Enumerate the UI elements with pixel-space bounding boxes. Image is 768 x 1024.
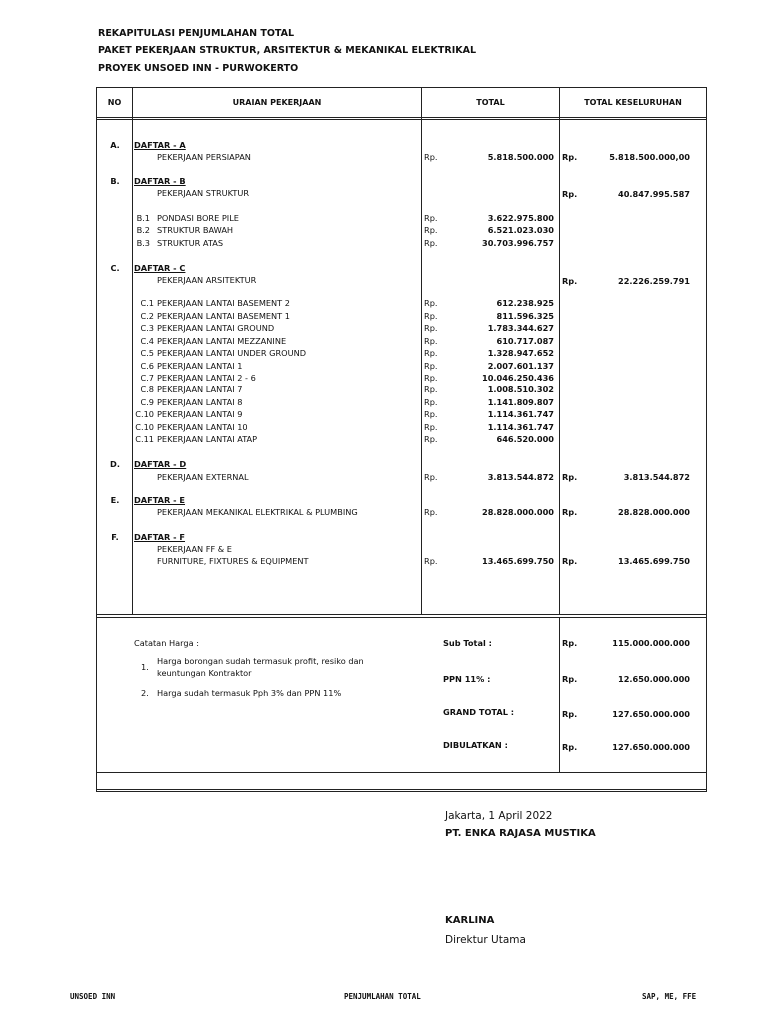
- item-desc: PEKERJAAN LANTAI BASEMENT 1: [157, 311, 290, 321]
- item-code: B.1: [136, 213, 150, 223]
- currency-label: Rp.: [424, 238, 438, 248]
- note-text: Harga borongan sudah termasuk profit, resiko dan: [157, 656, 364, 666]
- footer-right: SAP, ME, FFE: [642, 992, 697, 1001]
- item-code: C.10: [135, 409, 154, 419]
- section-code: E.: [110, 495, 120, 505]
- currency-label: Rp.: [424, 556, 438, 566]
- section-code: C.: [110, 263, 120, 273]
- note-text: Harga sudah termasuk Pph 3% dan PPN 11%: [157, 688, 342, 698]
- currency-label: Rp.: [424, 397, 438, 407]
- item-total: 6.521.023.030: [487, 225, 554, 235]
- item-desc: PEKERJAAN LANTAI 8: [157, 397, 243, 407]
- item-desc: PONDASI BORE PILE: [157, 213, 239, 223]
- section-grand: 13.465.699.750: [618, 556, 690, 566]
- section-grand: 5.818.500.000,00: [609, 152, 690, 162]
- item-desc: STRUKTUR ATAS: [157, 238, 224, 248]
- item-total: 30.703.996.757: [482, 238, 554, 248]
- item-code: C.4: [140, 336, 154, 346]
- currency-label: Rp.: [562, 152, 578, 162]
- subtotal-label: Sub Total :: [443, 638, 492, 648]
- section-title: DAFTAR - C: [134, 263, 186, 273]
- currency-label: Rp.: [424, 213, 438, 223]
- note-number: 1.: [141, 662, 149, 672]
- item-total: 1.141.809.807: [487, 397, 554, 407]
- item-desc: PEKERJAAN LANTAI 2 - 6: [157, 373, 256, 383]
- section-desc: PEKERJAAN FF & E: [157, 544, 232, 554]
- section-code: F.: [111, 532, 119, 542]
- col-header-keseluruhan: TOTAL KESELURUHAN: [584, 98, 682, 107]
- section-total: 13.465.699.750: [482, 556, 554, 566]
- currency-label: Rp.: [562, 276, 578, 286]
- section-title: DAFTAR - A: [134, 140, 186, 150]
- item-desc: PEKERJAAN LANTAI MEZZANINE: [157, 336, 287, 346]
- doc-subtitle: PAKET PEKERJAAN STRUKTUR, ARSITEKTUR & MEKANIKAL ELEKTRIKAL: [98, 45, 477, 56]
- section-total: 28.828.000.000: [482, 507, 554, 517]
- item-code: C.3: [140, 323, 154, 333]
- section-desc-detail: FURNITURE, FIXTURES & EQUIPMENT: [157, 556, 309, 566]
- currency-label: Rp.: [562, 742, 578, 752]
- currency-label: Rp.: [424, 336, 438, 346]
- currency-label: Rp.: [424, 348, 438, 358]
- section-grand: 3.813.544.872: [623, 472, 690, 482]
- item-total: 610.717.087: [496, 336, 554, 346]
- note-number: 2.: [141, 688, 149, 698]
- item-code: C.7: [140, 373, 154, 383]
- item-desc: PEKERJAAN LANTAI BASEMENT 2: [157, 298, 290, 308]
- currency-label: Rp.: [424, 472, 438, 482]
- section-desc: PEKERJAAN ARSITEKTUR: [157, 275, 257, 285]
- section-title: DAFTAR - D: [134, 459, 187, 469]
- item-code: C.6: [140, 361, 154, 371]
- item-code: C.10: [135, 422, 154, 432]
- currency-label: Rp.: [562, 638, 578, 648]
- item-desc: PEKERJAAN LANTAI 10: [157, 422, 248, 432]
- item-desc: PEKERJAAN LANTAI 9: [157, 409, 243, 419]
- currency-label: Rp.: [562, 507, 578, 517]
- item-total: 646.520.000: [496, 434, 554, 444]
- item-total: 612.238.925: [496, 298, 554, 308]
- item-code: B.3: [136, 238, 150, 248]
- place-date: Jakarta, 1 April 2022: [445, 810, 553, 822]
- currency-label: Rp.: [424, 298, 438, 308]
- currency-label: Rp.: [424, 225, 438, 235]
- item-code: C.9: [140, 397, 154, 407]
- section-code: D.: [110, 459, 120, 469]
- col-header-total: TOTAL: [476, 98, 505, 107]
- currency-label: Rp.: [562, 189, 578, 199]
- section-grand: 28.828.000.000: [618, 507, 690, 517]
- currency-label: Rp.: [424, 384, 438, 394]
- col-header-uraian: URAIAN PEKERJAAN: [232, 98, 322, 107]
- section-title: DAFTAR - B: [134, 176, 186, 186]
- item-desc: PEKERJAAN LANTAI 1: [157, 361, 243, 371]
- currency-label: Rp.: [562, 472, 578, 482]
- item-desc: PEKERJAAN LANTAI GROUND: [157, 323, 275, 333]
- section-total: 5.818.500.000: [487, 152, 554, 162]
- currency-label: Rp.: [424, 323, 438, 333]
- section-desc: PEKERJAAN STRUKTUR: [157, 188, 250, 198]
- signatory-name: KARLINA: [445, 915, 495, 926]
- item-code: B.2: [136, 225, 150, 235]
- section-code: A.: [110, 140, 120, 150]
- currency-label: Rp.: [424, 152, 438, 162]
- ppn-label: PPN 11% :: [443, 674, 491, 684]
- item-code: C.8: [140, 384, 154, 394]
- currency-label: Rp.: [562, 556, 578, 566]
- rounded-value: 127.650.000.000: [612, 742, 690, 752]
- item-code: C.2: [140, 311, 154, 321]
- item-total: 811.596.325: [496, 311, 554, 321]
- currency-label: Rp.: [424, 507, 438, 517]
- subtotal-value: 115.000.000.000: [612, 638, 690, 648]
- currency-label: Rp.: [424, 373, 438, 383]
- item-desc: PEKERJAAN LANTAI 7: [157, 384, 243, 394]
- section-grand: 22.226.259.791: [618, 276, 690, 286]
- currency-label: Rp.: [424, 434, 438, 444]
- currency-label: Rp.: [424, 422, 438, 432]
- item-code: C.5: [140, 348, 154, 358]
- footer-left: UNSOED INN: [70, 992, 116, 1001]
- item-total: 1.783.344.627: [487, 323, 554, 333]
- item-total: 1.328.947.652: [487, 348, 554, 358]
- ppn-value: 12.650.000.000: [618, 674, 690, 684]
- footer-center: PENJUMLAHAN TOTAL: [344, 992, 421, 1001]
- grand-total-label: GRAND TOTAL :: [443, 707, 515, 717]
- item-desc: STRUKTUR BAWAH: [157, 225, 234, 235]
- item-code: C.1: [140, 298, 154, 308]
- col-header-no: NO: [107, 98, 122, 107]
- item-total: 1.114.361.747: [487, 422, 554, 432]
- item-total: 1.114.361.747: [487, 409, 554, 419]
- item-desc: PEKERJAAN LANTAI UNDER GROUND: [157, 348, 307, 358]
- company-name: PT. ENKA RAJASA MUSTIKA: [445, 828, 596, 839]
- item-total: 10.046.250.436: [482, 373, 554, 383]
- section-title: DAFTAR - E: [134, 495, 186, 505]
- section-desc: PEKERJAAN MEKANIKAL ELEKTRIKAL & PLUMBING: [157, 507, 358, 517]
- section-desc: PEKERJAAN EXTERNAL: [157, 472, 249, 482]
- item-total: 1.008.510.302: [487, 384, 554, 394]
- item-code: C.11: [135, 434, 154, 444]
- doc-title: REKAPITULASI PENJUMLAHAN TOTAL: [98, 28, 295, 39]
- item-total: 3.622.975.800: [487, 213, 554, 223]
- section-title: DAFTAR - F: [134, 532, 186, 542]
- currency-label: Rp.: [562, 674, 578, 684]
- project-name: PROYEK UNSOED INN - PURWOKERTO: [98, 63, 299, 74]
- currency-label: Rp.: [562, 709, 578, 719]
- item-desc: PEKERJAAN LANTAI ATAP: [157, 434, 258, 444]
- section-grand: 40.847.995.587: [618, 189, 690, 199]
- currency-label: Rp.: [424, 311, 438, 321]
- note-text: keuntungan Kontraktor: [157, 668, 252, 678]
- section-desc: PEKERJAAN PERSIAPAN: [157, 152, 251, 162]
- rounded-label: DIBULATKAN :: [443, 740, 508, 750]
- notes-title: Catatan Harga :: [134, 638, 199, 648]
- currency-label: Rp.: [424, 361, 438, 371]
- signatory-title: Direktur Utama: [445, 934, 526, 946]
- section-total: 3.813.544.872: [487, 472, 554, 482]
- item-total: 2.007.601.137: [487, 361, 554, 371]
- grand-total-value: 127.650.000.000: [612, 709, 690, 719]
- currency-label: Rp.: [424, 409, 438, 419]
- section-code: B.: [110, 176, 120, 186]
